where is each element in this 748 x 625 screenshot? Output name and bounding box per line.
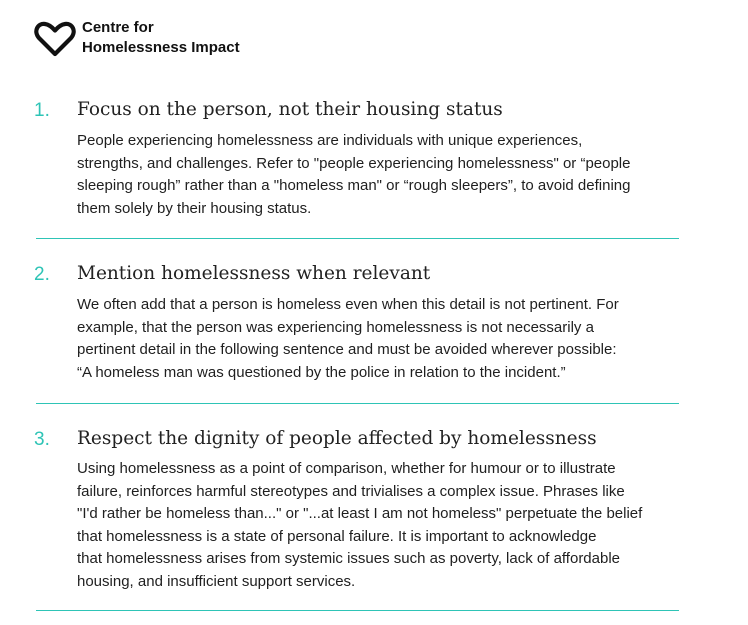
body-line: housing, and insufficient support services.: [77, 572, 356, 590]
body-line: failure, reinforces harmful stereotypes and trivialises a complex issue. Phrases like: [77, 482, 625, 500]
section-divider: [36, 238, 679, 239]
body-line: them solely by their housing status.: [77, 199, 312, 217]
logo-line-1: Centre for: [82, 19, 154, 36]
body-line: example, that the person was experiencing homelessness is not necessarily a: [77, 318, 594, 336]
section-heading: Focus on the person, not their housing status: [77, 99, 503, 120]
section-body: [77, 294, 677, 384]
body-line: sleeping rough” rather than a "homeless man" or “rough sleepers”, to avoid defining: [77, 177, 631, 194]
body-line: that homelessness is a state of personal failure. It is important to acknowledge: [77, 527, 597, 545]
heart-outline-icon: [34, 21, 76, 57]
logo: [34, 18, 240, 58]
body-line: People experiencing homelessness are individuals with unique experiences,: [77, 132, 583, 149]
body-line: strengths, and challenges. Refer to "people experiencing homelessness" or “people: [77, 154, 631, 172]
logo-wordmark: [82, 18, 240, 58]
body-line: We often add that a person is homeless even when this detail is not pertinent. For: [77, 296, 619, 313]
section-divider: [36, 403, 679, 404]
section-number: 2.: [34, 264, 50, 285]
section-heading: Mention homelessness when relevant: [77, 263, 431, 284]
section-body: [77, 130, 677, 220]
body-line: "I'd rather be homeless than..." or "...at least I am not homeless" perpetuate the belief: [77, 505, 643, 522]
section-heading: Respect the dignity of people affected by homelessness: [77, 428, 597, 449]
body-line: “A homeless man was questioned by the police in relation to the incident.”: [77, 363, 566, 381]
body-line: pertinent detail in the following sentence and must be avoided wherever possible:: [77, 341, 617, 358]
section-divider: [36, 610, 679, 611]
section-body: [77, 458, 677, 593]
section-number: 3.: [34, 429, 50, 450]
body-line: Using homelessness as a point of comparison, whether for humour or to illustrate: [77, 460, 616, 477]
body-line: that homelessness arises from systemic issues such as poverty, lack of affordable: [77, 550, 621, 567]
logo-line-2: Homelessness Impact: [82, 39, 240, 56]
section-number: 1.: [34, 100, 50, 121]
